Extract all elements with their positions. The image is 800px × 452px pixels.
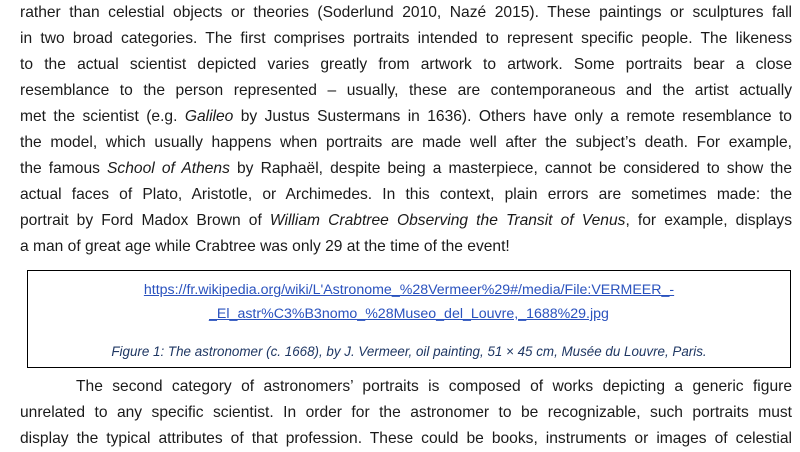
text-line: rather than celestial objects or theories (Soderlund 2010, Nazé 2015). These paintings or sculptures fall: [20, 4, 792, 21]
text-line: in two broad categories. The first comprises portraits intended to represent specific people. The likeness: [20, 30, 792, 47]
figure-box: [27, 270, 791, 368]
text-line: a man of great age while Crabtree was only 29 at the time of the event!: [20, 238, 510, 255]
text-run: by Raphaël, despite being a masterpiece, cannot be considered to show the: [229, 160, 792, 177]
text-line: actual faces of Plato, Aristotle, or Archimedes. In this context, plain errors are sometimes made: the: [20, 186, 792, 203]
italic-title-crabtree: William Crabtree Observing the Transit of Venus: [269, 212, 626, 229]
text-run: portrait by Ford Madox Brown of: [20, 212, 270, 229]
text-line: resemblance to the person represented – usually, these are contemporaneous and the artist actually: [20, 82, 792, 99]
text-line: to the actual scientist depicted varies greatly from artwork to artwork. Some portraits bear a close: [20, 56, 792, 73]
text-line: [20, 104, 792, 130]
italic-title-galileo: Galileo: [184, 108, 234, 125]
italic-title-school-of-athens: School of Athens: [107, 160, 230, 177]
text-line: unrelated to any specific scientist. In order for the astronomer to be recognizable, such portraits must: [20, 404, 792, 421]
text-line: display the typical attributes of that profession. These could be books, instruments or images of celestial: [20, 430, 792, 447]
figure-source-link[interactable]: https://fr.wikipedia.org/wiki/L'Astronome_%28Vermeer%29#/media/File:VERMEER_-: [143, 282, 675, 298]
text-line: [20, 208, 792, 234]
text-line: the model, which usually happens when portraits are made well after the subject’s death. For example,: [20, 134, 792, 151]
text-run: the famous: [20, 160, 108, 177]
text-line: The second category of astronomers’ portraits is composed of works depicting a generic figure: [76, 378, 792, 395]
text-line: [20, 156, 792, 182]
text-run: , for example, displays: [625, 212, 793, 229]
figure-source-link-continued[interactable]: _El_astr%C3%B3nomo_%28Museo_del_Louvre,_1688%29.jpg: [209, 306, 609, 322]
text-run: by Justus Sustermans in 1636). Others have only a remote resemblance to: [233, 108, 792, 125]
figure-caption: Figure 1: The astronomer (c. 1668), by J. Vermeer, oil painting, 51 × 45 cm, Musée du Louvre, Paris.: [111, 344, 707, 359]
text-run: met the scientist (e.g.: [20, 108, 185, 125]
